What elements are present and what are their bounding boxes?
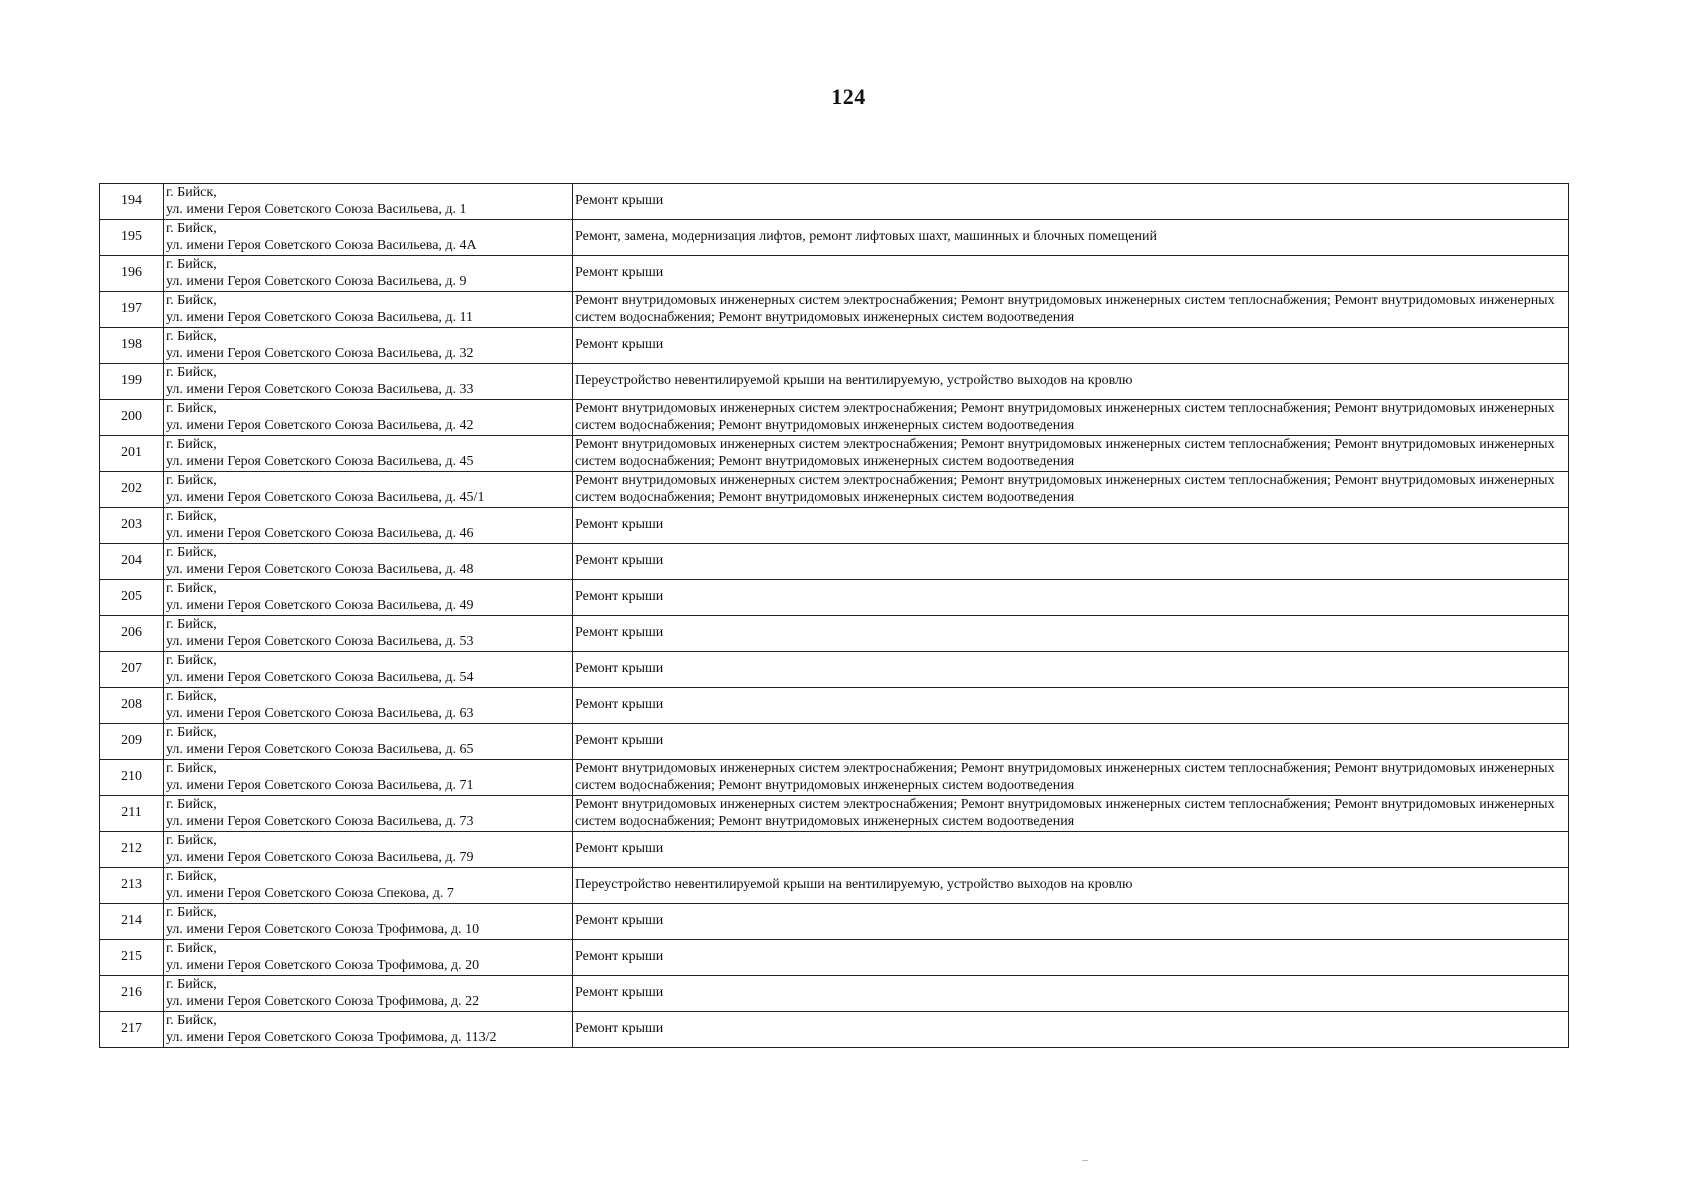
address-cell bbox=[164, 256, 573, 292]
row-number: 199 bbox=[100, 364, 164, 400]
row-number: 203 bbox=[100, 508, 164, 544]
address-cell bbox=[164, 436, 573, 472]
work-type-cell: Ремонт, замена, модернизация лифтов, ремонт лифтовых шахт, машинных и блочных помещений bbox=[573, 220, 1569, 256]
address-city: г. Бийск, bbox=[166, 797, 217, 812]
address-city: г. Бийск, bbox=[166, 833, 217, 848]
row-number: 196 bbox=[100, 256, 164, 292]
table-row bbox=[100, 256, 1569, 292]
address-cell bbox=[164, 976, 573, 1012]
address-city: г. Бийск, bbox=[166, 185, 217, 200]
table-row bbox=[100, 688, 1569, 724]
work-type-cell: Ремонт внутридомовых инженерных систем электроснабжения; Ремонт внутридомовых инженерных систем теплоснабжения; Ремонт внутридомовых инженерных систем водоснабжения; Ремонт внутридомовых инженерных систем водоотведения bbox=[573, 472, 1569, 508]
table-row bbox=[100, 652, 1569, 688]
address-street: ул. имени Героя Советского Союза Васильева, д. 65 bbox=[166, 741, 474, 757]
address-cell bbox=[164, 760, 573, 796]
address-cell bbox=[164, 580, 573, 616]
address-street: ул. имени Героя Советского Союза Васильева, д. 53 bbox=[166, 633, 474, 649]
address-street: ул. имени Героя Советского Союза Васильева, д. 4А bbox=[166, 237, 477, 253]
table-row bbox=[100, 868, 1569, 904]
row-number: 200 bbox=[100, 400, 164, 436]
address-cell bbox=[164, 940, 573, 976]
row-number: 198 bbox=[100, 328, 164, 364]
work-type-cell: Ремонт внутридомовых инженерных систем электроснабжения; Ремонт внутридомовых инженерных систем теплоснабжения; Ремонт внутридомовых инженерных систем водоснабжения; Ремонт внутридомовых инженерных систем водоотведения bbox=[573, 760, 1569, 796]
address-cell bbox=[164, 328, 573, 364]
table-row bbox=[100, 1012, 1569, 1048]
address-street: ул. имени Героя Советского Союза Васильева, д. 71 bbox=[166, 777, 474, 793]
row-number: 212 bbox=[100, 832, 164, 868]
address-city: г. Бийск, bbox=[166, 761, 217, 776]
address-street: ул. имени Героя Советского Союза Васильева, д. 1 bbox=[166, 201, 467, 217]
row-number: 214 bbox=[100, 904, 164, 940]
table-row bbox=[100, 724, 1569, 760]
address-city: г. Бийск, bbox=[166, 401, 217, 416]
row-number: 195 bbox=[100, 220, 164, 256]
row-number: 216 bbox=[100, 976, 164, 1012]
address-street: ул. имени Героя Советского Союза Васильева, д. 79 bbox=[166, 849, 474, 865]
work-type-cell: Ремонт крыши bbox=[573, 1012, 1569, 1048]
table-row bbox=[100, 508, 1569, 544]
row-number: 210 bbox=[100, 760, 164, 796]
work-type-cell: Переустройство невентилируемой крыши на вентилируемую, устройство выходов на кровлю bbox=[573, 364, 1569, 400]
address-cell bbox=[164, 832, 573, 868]
row-number: 217 bbox=[100, 1012, 164, 1048]
address-street: ул. имени Героя Советского Союза Васильева, д. 42 bbox=[166, 417, 474, 433]
work-type-cell: Ремонт крыши bbox=[573, 832, 1569, 868]
table-row bbox=[100, 544, 1569, 580]
address-cell bbox=[164, 652, 573, 688]
table-row bbox=[100, 940, 1569, 976]
table-row bbox=[100, 364, 1569, 400]
row-number: 211 bbox=[100, 796, 164, 832]
work-type-cell: Ремонт крыши bbox=[573, 688, 1569, 724]
work-type-cell: Ремонт крыши bbox=[573, 652, 1569, 688]
address-cell bbox=[164, 904, 573, 940]
row-number: 201 bbox=[100, 436, 164, 472]
work-type-cell: Ремонт крыши bbox=[573, 256, 1569, 292]
address-cell bbox=[164, 472, 573, 508]
address-city: г. Бийск, bbox=[166, 941, 217, 956]
address-street: ул. имени Героя Советского Союза Васильева, д. 45 bbox=[166, 453, 474, 469]
work-type-cell: Ремонт внутридомовых инженерных систем электроснабжения; Ремонт внутридомовых инженерных систем теплоснабжения; Ремонт внутридомовых инженерных систем водоснабжения; Ремонт внутридомовых инженерных систем водоотведения bbox=[573, 400, 1569, 436]
address-city: г. Бийск, bbox=[166, 869, 217, 884]
address-street: ул. имени Героя Советского Союза Васильева, д. 33 bbox=[166, 381, 474, 397]
address-city: г. Бийск, bbox=[166, 617, 217, 632]
address-street: ул. имени Героя Советского Союза Васильева, д. 45/1 bbox=[166, 489, 485, 505]
address-cell bbox=[164, 796, 573, 832]
work-type-cell: Ремонт внутридомовых инженерных систем электроснабжения; Ремонт внутридомовых инженерных систем теплоснабжения; Ремонт внутридомовых инженерных систем водоснабжения; Ремонт внутридомовых инженерных систем водоотведения bbox=[573, 436, 1569, 472]
table-body bbox=[100, 184, 1569, 1048]
table-row bbox=[100, 760, 1569, 796]
work-type-cell: Ремонт крыши bbox=[573, 184, 1569, 220]
row-number: 209 bbox=[100, 724, 164, 760]
address-street: ул. имени Героя Советского Союза Васильева, д. 11 bbox=[166, 309, 474, 325]
table-row bbox=[100, 904, 1569, 940]
table-row bbox=[100, 184, 1569, 220]
row-number: 202 bbox=[100, 472, 164, 508]
address-city: г. Бийск, bbox=[166, 257, 217, 272]
address-city: г. Бийск, bbox=[166, 977, 217, 992]
address-city: г. Бийск, bbox=[166, 509, 217, 524]
table-row bbox=[100, 328, 1569, 364]
table-row bbox=[100, 472, 1569, 508]
work-type-cell: Ремонт крыши bbox=[573, 724, 1569, 760]
row-number: 194 bbox=[100, 184, 164, 220]
table-row bbox=[100, 832, 1569, 868]
address-street: ул. имени Героя Советского Союза Васильева, д. 46 bbox=[166, 525, 474, 541]
table-row bbox=[100, 580, 1569, 616]
address-street: ул. имени Героя Советского Союза Трофимова, д. 20 bbox=[166, 957, 480, 973]
work-type-cell: Ремонт крыши bbox=[573, 976, 1569, 1012]
row-number: 206 bbox=[100, 616, 164, 652]
address-street: ул. имени Героя Советского Союза Трофимова, д. 113/2 bbox=[166, 1029, 497, 1045]
address-city: г. Бийск, bbox=[166, 581, 217, 596]
address-city: г. Бийск, bbox=[166, 653, 217, 668]
work-type-cell: Ремонт крыши bbox=[573, 328, 1569, 364]
address-street: ул. имени Героя Советского Союза Васильева, д. 49 bbox=[166, 597, 474, 613]
address-street: ул. имени Героя Советского Союза Спекова, д. 7 bbox=[166, 885, 454, 901]
address-street: ул. имени Героя Советского Союза Васильева, д. 63 bbox=[166, 705, 474, 721]
work-type-cell: Переустройство невентилируемой крыши на вентилируемую, устройство выходов на кровлю bbox=[573, 868, 1569, 904]
address-city: г. Бийск, bbox=[166, 545, 217, 560]
address-city: г. Бийск, bbox=[166, 473, 217, 488]
work-type-cell: Ремонт крыши bbox=[573, 616, 1569, 652]
table-row bbox=[100, 400, 1569, 436]
address-city: г. Бийск, bbox=[166, 1013, 217, 1028]
address-city: г. Бийск, bbox=[166, 689, 217, 704]
address-cell bbox=[164, 868, 573, 904]
address-city: г. Бийск, bbox=[166, 905, 217, 920]
address-cell bbox=[164, 400, 573, 436]
work-type-cell: Ремонт крыши bbox=[573, 544, 1569, 580]
work-type-cell: Ремонт крыши bbox=[573, 580, 1569, 616]
address-cell bbox=[164, 724, 573, 760]
row-number: 207 bbox=[100, 652, 164, 688]
address-cell bbox=[164, 292, 573, 328]
address-street: ул. имени Героя Советского Союза Васильева, д. 54 bbox=[166, 669, 474, 685]
address-street: ул. имени Героя Советского Союза Васильева, д. 48 bbox=[166, 561, 474, 577]
table-row bbox=[100, 796, 1569, 832]
address-city: г. Бийск, bbox=[166, 725, 217, 740]
row-number: 215 bbox=[100, 940, 164, 976]
table-row bbox=[100, 436, 1569, 472]
address-city: г. Бийск, bbox=[166, 365, 217, 380]
address-cell bbox=[164, 616, 573, 652]
table-row bbox=[100, 292, 1569, 328]
row-number: 197 bbox=[100, 292, 164, 328]
address-cell bbox=[164, 220, 573, 256]
address-city: г. Бийск, bbox=[166, 293, 217, 308]
work-type-cell: Ремонт внутридомовых инженерных систем электроснабжения; Ремонт внутридомовых инженерных систем теплоснабжения; Ремонт внутридомовых инженерных систем водоснабжения; Ремонт внутридомовых инженерных систем водоотведения bbox=[573, 796, 1569, 832]
scan-artifact bbox=[1082, 1160, 1088, 1161]
work-type-cell: Ремонт крыши bbox=[573, 904, 1569, 940]
address-street: ул. имени Героя Советского Союза Трофимова, д. 10 bbox=[166, 921, 480, 937]
row-number: 213 bbox=[100, 868, 164, 904]
work-type-cell: Ремонт крыши bbox=[573, 508, 1569, 544]
work-type-cell: Ремонт крыши bbox=[573, 940, 1569, 976]
repair-program-table bbox=[99, 183, 1569, 1048]
table-row bbox=[100, 616, 1569, 652]
address-cell bbox=[164, 1012, 573, 1048]
page-number: 124 bbox=[831, 84, 866, 109]
table-row bbox=[100, 220, 1569, 256]
address-city: г. Бийск, bbox=[166, 329, 217, 344]
row-number: 208 bbox=[100, 688, 164, 724]
address-cell bbox=[164, 364, 573, 400]
address-city: г. Бийск, bbox=[166, 221, 217, 236]
row-number: 204 bbox=[100, 544, 164, 580]
address-street: ул. имени Героя Советского Союза Трофимова, д. 22 bbox=[166, 993, 480, 1009]
address-street: ул. имени Героя Советского Союза Васильева, д. 73 bbox=[166, 813, 474, 829]
work-type-cell: Ремонт внутридомовых инженерных систем электроснабжения; Ремонт внутридомовых инженерных систем теплоснабжения; Ремонт внутридомовых инженерных систем водоснабжения; Ремонт внутридомовых инженерных систем водоотведения bbox=[573, 292, 1569, 328]
table-row bbox=[100, 976, 1569, 1012]
address-cell bbox=[164, 508, 573, 544]
address-cell bbox=[164, 688, 573, 724]
address-cell bbox=[164, 544, 573, 580]
address-cell bbox=[164, 184, 573, 220]
address-street: ул. имени Героя Советского Союза Васильева, д. 9 bbox=[166, 273, 467, 289]
row-number: 205 bbox=[100, 580, 164, 616]
address-street: ул. имени Героя Советского Союза Васильева, д. 32 bbox=[166, 345, 474, 361]
address-city: г. Бийск, bbox=[166, 437, 217, 452]
